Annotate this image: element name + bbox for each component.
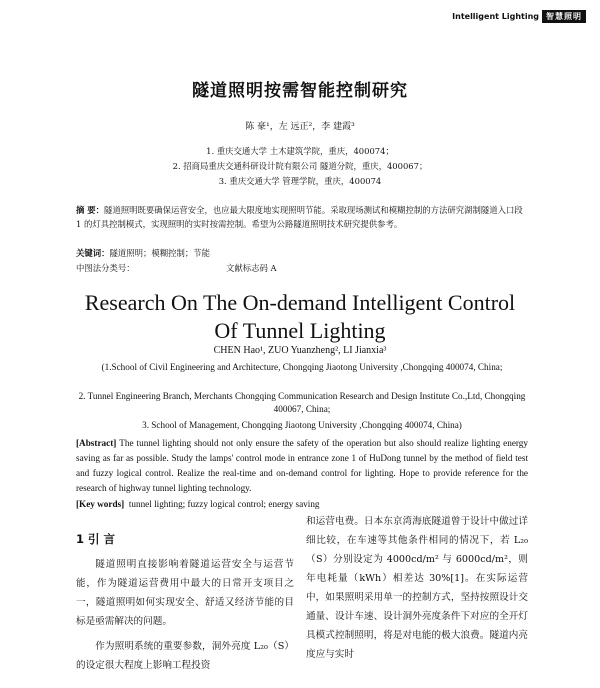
english-abstract [76, 436, 528, 496]
chinese-abstract-label: 摘 要： [76, 205, 105, 215]
english-title-line-1: Research On The On-demand Intelligent Control [84, 290, 516, 315]
english-affiliation-3: 3. School of Management, Chongqing Jiaotong University ,Chongqing 400074, China) [142, 420, 462, 430]
journal-section-badge: 智慧照明 [542, 10, 586, 23]
chinese-affiliation-3: 3. 重庆交通大学 管理学院，重庆，400074 [218, 176, 382, 186]
chinese-title: 隧道照明按需智能控制研究 [192, 81, 408, 101]
english-keywords-text: tunnel lighting; fuzzy logical control; energy saving [128, 499, 320, 509]
classification-line [76, 262, 528, 274]
english-affiliation-2: 2. Tunnel Engineering Branch, Merchants Chongqing Communication Research and Design Institute Co.,Ltd, Chongqing 400067, China; [78, 391, 526, 414]
english-authors: CHEN Hao¹, ZUO Yuanzheng², LI Jianxia³ [213, 345, 387, 356]
chinese-abstract-text: 隧道照明既要确保运营安全，也应最大限度地实现照明节能。采取现场测试和模糊控制的方法研究湖制隧道入口段 1 的灯具控制模式，实现照明的实时按需控制。希望为公路隧道照明技术研究提供参考。 [76, 205, 523, 229]
chinese-keywords-label: 关键词： [76, 248, 110, 258]
body-left-column [76, 531, 294, 675]
english-keywords-label: [Key words] [76, 499, 125, 509]
section-heading-introduction: 1 引 言 [76, 532, 116, 546]
chinese-keywords-text: 隧道照明；模糊控制；节能 [109, 248, 210, 258]
english-title-line-2: Of Tunnel Lighting [214, 318, 386, 343]
chinese-affiliation-1: 1. 重庆交通大学 土木建筑学院，重庆，400074； [206, 146, 394, 156]
body-right-column [306, 512, 528, 664]
english-affiliation-1: (1.School of Civil Engineering and Architecture, Chongqing Jiaotong University ,Chongqing 400074, China; [101, 362, 503, 372]
body-paragraph: 和运营电费。日本东京湾海底隧道曾于设计中做过详细比较，在车速等其他条件相同的情况下，若 L₂₀（S）分别设定为 4000cd/m² 与 6000cd/m²，则年电耗量（kWh）相差达 30%[1]。在实际运营中，如果照明采用单一的控制方式，坚持按照设计交通量、设计车速、设计洞外亮度条件下对应的全开灯具模式控制照明，将是对电能的极大浪费。隧道内亮度应与实时 [306, 516, 528, 660]
classification-label: 中图法分类号： [76, 263, 135, 273]
body-paragraph: 隧道照明直接影响着隧道运营安全与运营节能，作为隧道运营费用中最大的日常开支项目之一，隧道照明如何实现安全、舒适又经济节能的目标是亟需解决的问题。 [76, 559, 294, 627]
chinese-abstract [76, 204, 528, 231]
english-keywords [76, 499, 528, 509]
english-abstract-label: [Abstract] [76, 438, 117, 448]
chinese-affiliation-2: 2. 招商局重庆交通科研设计院有限公司 隧道分院，重庆，400067； [172, 161, 428, 171]
chinese-keywords [76, 247, 210, 259]
journal-name-en: Intelligent Lighting [452, 12, 539, 21]
english-abstract-text: The tunnel lighting should not only ensure the safety of the operation but also should realize lighting energy saving as far as possible. Study the lamps' control mode in entrance zone 1 of HuDong tunnel by the method of field test and fuzzy logical control. Realize the real-time and on-demand control for lighting. Hope to provide reference for the research of highway tunnel lighting technology. [76, 438, 528, 493]
body-paragraph: 作为照明系统的重要参数，洞外亮度 L₂₀（S）的设定很大程度上影响工程投资 [76, 641, 294, 671]
journal-header [452, 10, 586, 23]
document-code: 文献标志码 A [226, 263, 277, 273]
chinese-authors: 陈 豪¹，左 远正²，李 建霞³ [245, 122, 355, 132]
